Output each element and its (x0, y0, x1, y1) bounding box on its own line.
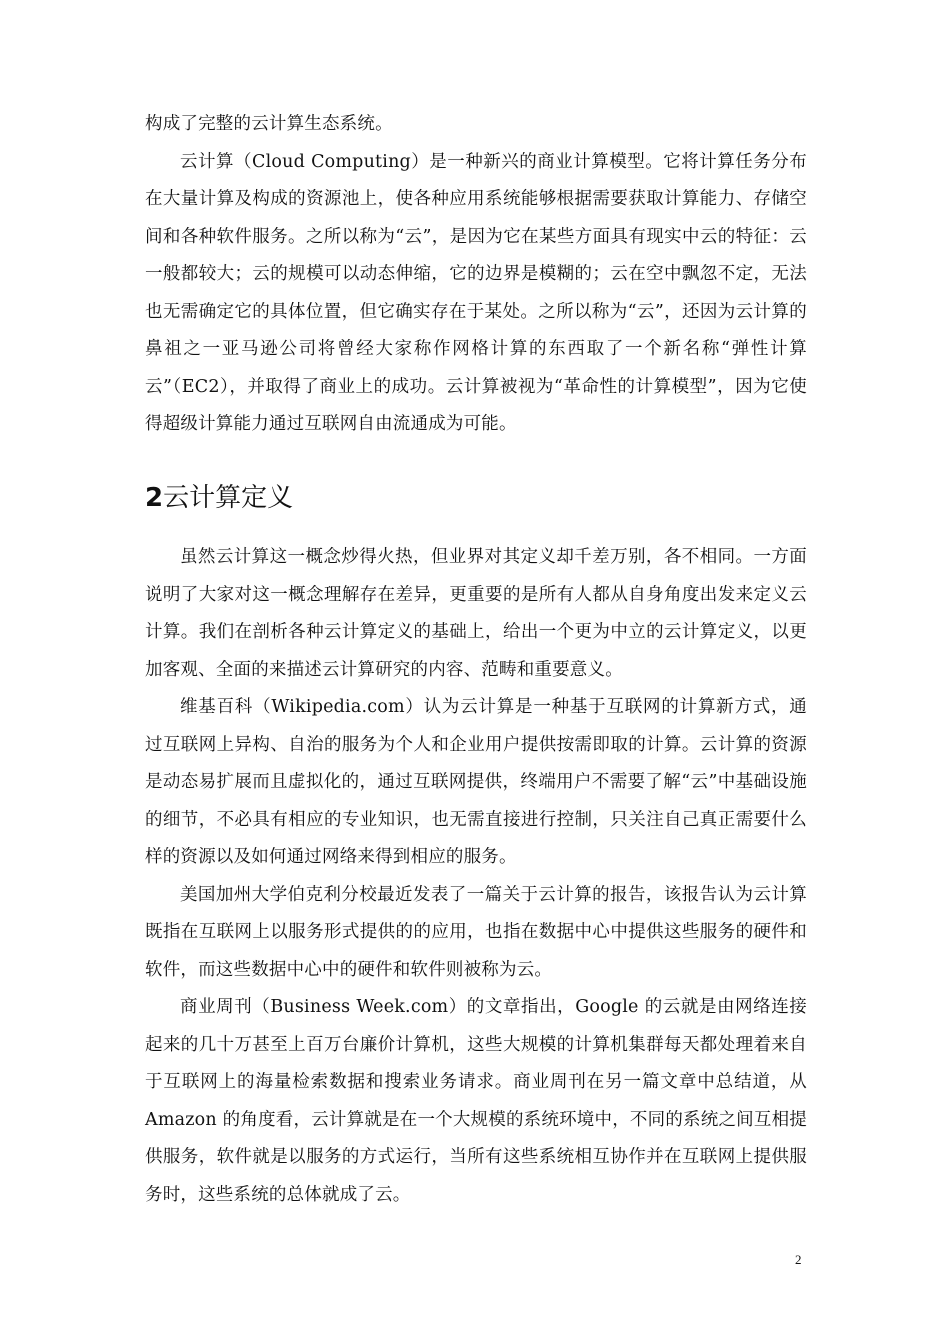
paragraph: 美国加州大学伯克利分校最近发表了一篇关于云计算的报告，该报告认为云计算既指在互联网上以服务形式提供的的应用，也指在数据中心中提供这些服务的硬件和软件，而这些数据中心中的硬件和软件则被称为云。 (145, 884, 807, 980)
paragraph: 维基百科（Wikipedia.com）认为云计算是一种基于互联网的计算新方式，通过互联网上异构、自治的服务为个人和企业用户提供按需即取的计算。云计算的资源是动态易扩展而且虚拟化的，通过互联网提供，终端用户不需要了解“云”中基础设施的细节，不必具有相应的专业知识，也无需直接进行控制，只关注自己真正需要什么样的资源以及如何通过网络来得到相应的服务。 (145, 697, 807, 867)
section-number: 2 (145, 483, 164, 513)
paragraph: 构成了完整的云计算生态系统。 (145, 114, 393, 134)
section-heading (145, 478, 293, 518)
body-text-top (145, 106, 807, 444)
body-text-bottom (145, 539, 807, 1214)
paragraph: 商业周刊（Business Week.com）的文章指出，Google 的云就是由网络连接起来的几十万甚至上百万台廉价计算机，这些大规模的计算机集群每天都处理着来自于互联网上的海量检索数据和搜索业务请求。商业周刊在另一篇文章中总结道，从 Amazon 的角度看，云计算就是在一个大规模的系统环境中，不同的系统之间互相提供服务，软件就是以服务的方式运行，当所有这些系统相互协作并在互联网上提供服务时，这些系统的总体就成了云。 (145, 997, 807, 1205)
page-number: 2 (795, 1252, 802, 1267)
paragraph: 云计算（Cloud Computing）是一种新兴的商业计算模型。它将计算任务分布在大量计算及构成的资源池上，使各种应用系统能够根据需要获取计算能力、存储空间和各种软件服务。之所以称为“云”，是因为它在某些方面具有现实中云的特征：云一般都较大；云的规模可以动态伸缩，它的边界是模糊的；云在空中飘忽不定，无法也无需确定它的具体位置，但它确实存在于某处。之所以称为“云”，还因为云计算的鼻祖之一亚马逊公司将曾经大家称作网格计算的东西取了一个新名称“弹性计算云”（EC2），并取得了商业上的成功。云计算被视为“革命性的计算模型”，因为它使得超级计算能力通过互联网自由流通成为可能。 (145, 151, 807, 434)
section-title: 云计算定义 (163, 483, 294, 513)
paragraph: 虽然云计算这一概念炒得火热，但业界对其定义却千差万别，各不相同。一方面说明了大家对这一概念理解存在差异，更重要的是所有人都从自身角度出发来定义云计算。我们在剖析各种云计算定义的基础上，给出一个更为中立的云计算定义，以更加客观、全面的来描述云计算研究的内容、范畴和重要意义。 (145, 547, 807, 680)
